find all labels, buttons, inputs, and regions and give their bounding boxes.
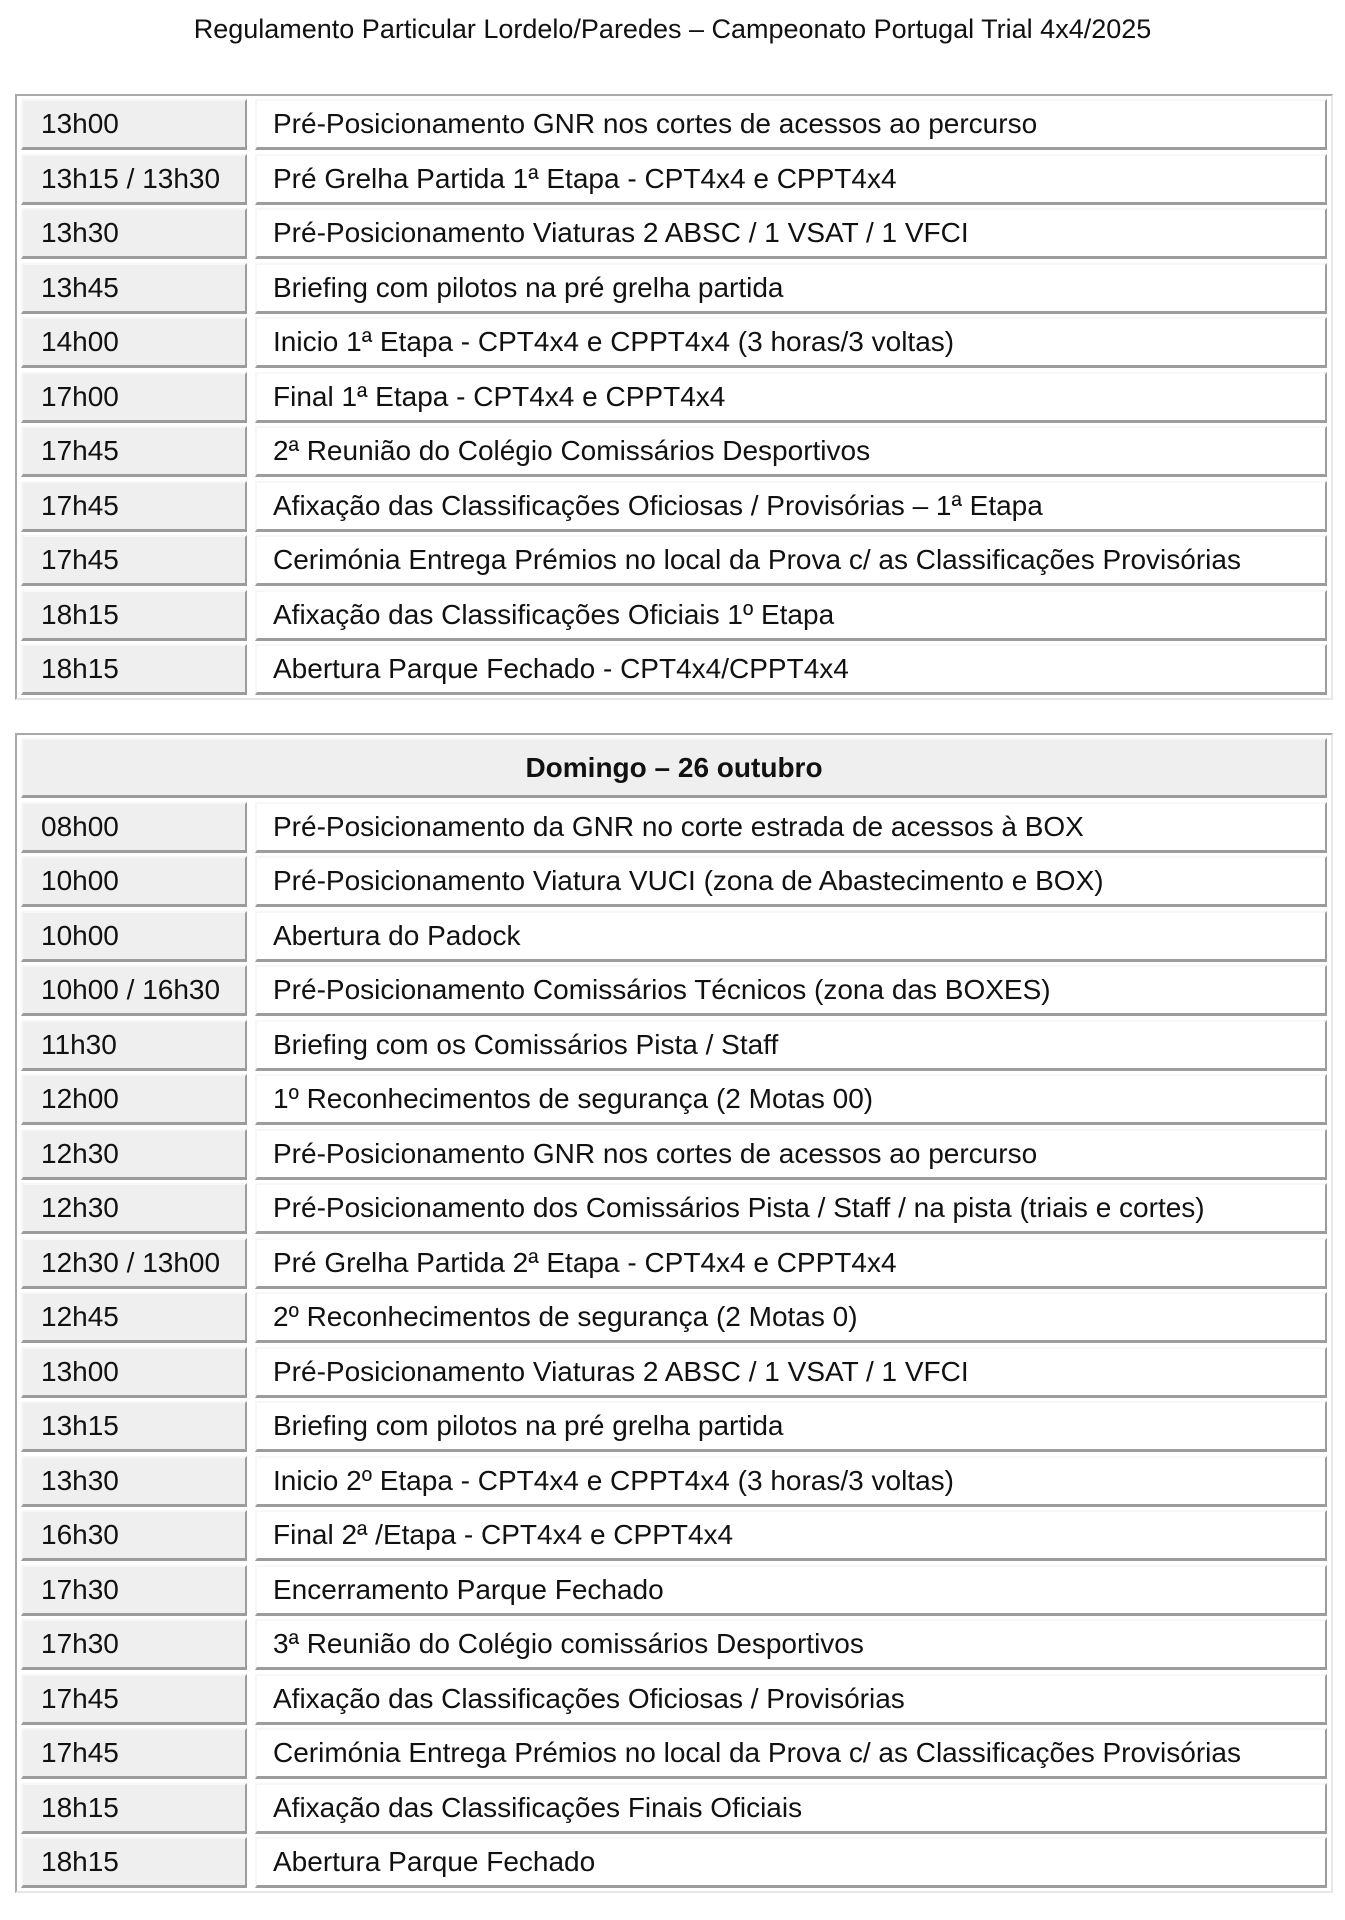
document-title: Regulamento Particular Lordelo/Paredes – Campeonato Portugal Trial 4x4/2025 [193,14,1152,44]
schedule-row [21,1565,1327,1616]
event-cell: Pré-Posicionamento Viaturas 2 ABSC / 1 VSAT / 1 VFCI [255,208,1327,259]
time-cell: 12h30 [21,1129,247,1180]
event-cell: Pré-Posicionamento Comissários Técnicos (zona das BOXES) [255,965,1327,1016]
time-cell: 18h15 [21,644,247,695]
schedule-row [21,644,1327,695]
event-cell: Afixação das Classificações Oficiosas / Provisórias [255,1674,1327,1725]
time-cell: 10h00 / 16h30 [21,965,247,1016]
schedule-row [21,1783,1327,1834]
time-cell: 17h45 [21,535,247,586]
time-cell: 12h45 [21,1292,247,1343]
time-cell: 13h00 [21,99,247,150]
event-cell: Pré-Posicionamento Viaturas 2 ABSC / 1 VSAT / 1 VFCI [255,1347,1327,1398]
event-cell: Inicio 2º Etapa - CPT4x4 e CPPT4x4 (3 horas/3 voltas) [255,1456,1327,1507]
schedule-row [21,99,1327,150]
event-cell: Cerimónia Entrega Prémios no local da Prova c/ as Classificações Provisórias [255,1728,1327,1779]
time-cell: 13h30 [21,1456,247,1507]
schedule-row [21,911,1327,962]
event-cell: Pré-Posicionamento GNR nos cortes de acessos ao percurso [255,99,1327,150]
event-cell: Afixação das Classificações Oficiosas / Provisórias – 1ª Etapa [255,481,1327,532]
time-cell: 14h00 [21,317,247,368]
time-cell: 18h15 [21,590,247,641]
time-cell: 18h15 [21,1783,247,1834]
event-cell: Pré-Posicionamento Viatura VUCI (zona de Abastecimento e BOX) [255,856,1327,907]
time-cell: 17h30 [21,1619,247,1670]
event-cell: Briefing com pilotos na pré grelha partida [255,1401,1327,1452]
schedule-row [21,1020,1327,1071]
time-cell: 13h15 / 13h30 [21,154,247,205]
time-cell: 16h30 [21,1510,247,1561]
schedule-row [21,1238,1327,1289]
schedule-row [21,965,1327,1016]
schedule-row [21,208,1327,259]
schedule-row [21,1074,1327,1125]
time-cell: 13h15 [21,1401,247,1452]
schedule-row [21,154,1327,205]
day-header: Domingo – 26 outubro [21,738,1327,798]
time-cell: 17h45 [21,481,247,532]
time-cell: 17h45 [21,1728,247,1779]
event-cell: Pré-Posicionamento dos Comissários Pista / Staff / na pista (triais e cortes) [255,1183,1327,1234]
schedule-row [21,1129,1327,1180]
time-cell: 13h30 [21,208,247,259]
schedule-row [21,856,1327,907]
schedule-row [21,1347,1327,1398]
time-cell: 12h00 [21,1074,247,1125]
schedule-row [21,317,1327,368]
event-cell: 1º Reconhecimentos de segurança (2 Motas 00) [255,1074,1327,1125]
event-cell: Abertura Parque Fechado - CPT4x4/CPPT4x4 [255,644,1327,695]
event-cell: Briefing com pilotos na pré grelha partida [255,263,1327,314]
schedule-table-saturday [15,94,1333,700]
schedule-row [21,481,1327,532]
event-cell: Afixação das Classificações Finais Oficiais [255,1783,1327,1834]
schedule-row [21,590,1327,641]
schedule-row [21,802,1327,853]
schedule-row [21,1619,1327,1670]
event-cell: Pré-Posicionamento GNR nos cortes de acessos ao percurso [255,1129,1327,1180]
event-cell: Pré-Posicionamento da GNR no corte estrada de acessos à BOX [255,802,1327,853]
time-cell: 18h15 [21,1837,247,1888]
schedule-row [21,1510,1327,1561]
event-cell: Pré Grelha Partida 1ª Etapa - CPT4x4 e CPPT4x4 [255,154,1327,205]
schedule-row [21,263,1327,314]
event-cell: Inicio 1ª Etapa - CPT4x4 e CPPT4x4 (3 horas/3 voltas) [255,317,1327,368]
schedule-row [21,535,1327,586]
time-cell: 11h30 [21,1020,247,1071]
schedule-row [21,1183,1327,1234]
time-cell: 17h00 [21,372,247,423]
event-cell: Abertura do Padock [255,911,1327,962]
time-cell: 13h00 [21,1347,247,1398]
event-cell: Final 2ª /Etapa - CPT4x4 e CPPT4x4 [255,1510,1327,1561]
event-cell: 3ª Reunião do Colégio comissários Desportivos [255,1619,1327,1670]
schedule-row [21,1456,1327,1507]
schedule-row [21,426,1327,477]
time-cell: 12h30 [21,1183,247,1234]
event-cell: 2º Reconhecimentos de segurança (2 Motas 0) [255,1292,1327,1343]
event-cell: Afixação das Classificações Oficiais 1º Etapa [255,590,1327,641]
event-cell: 2ª Reunião do Colégio Comissários Desportivos [255,426,1327,477]
schedule-row [21,1292,1327,1343]
time-cell: 12h30 / 13h00 [21,1238,247,1289]
event-cell: Abertura Parque Fechado [255,1837,1327,1888]
schedule-row [21,1674,1327,1725]
schedule-row [21,1401,1327,1452]
schedule-row [21,372,1327,423]
time-cell: 10h00 [21,856,247,907]
time-cell: 17h45 [21,426,247,477]
time-cell: 10h00 [21,911,247,962]
event-cell: Encerramento Parque Fechado [255,1565,1327,1616]
event-cell: Pré Grelha Partida 2ª Etapa - CPT4x4 e CPPT4x4 [255,1238,1327,1289]
time-cell: 17h30 [21,1565,247,1616]
time-cell: 17h45 [21,1674,247,1725]
event-cell: Briefing com os Comissários Pista / Staff [255,1020,1327,1071]
time-cell: 08h00 [21,802,247,853]
event-cell: Cerimónia Entrega Prémios no local da Prova c/ as Classificações Provisórias [255,535,1327,586]
schedule-row [21,1837,1327,1888]
time-cell: 13h45 [21,263,247,314]
schedule-table-sunday [15,733,1333,1893]
schedule-row [21,1728,1327,1779]
event-cell: Final 1ª Etapa - CPT4x4 e CPPT4x4 [255,372,1327,423]
